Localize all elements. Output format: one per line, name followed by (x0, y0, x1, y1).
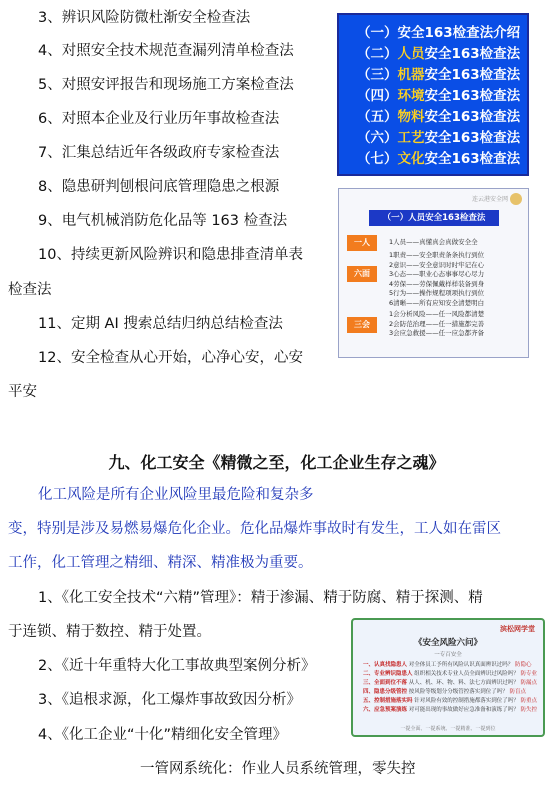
card-six-item: 6清晰——所有应知安全清楚明白 (389, 298, 485, 307)
list-item: 7、汇集总结近年各级政府专家检查法 (38, 145, 280, 161)
index-num: （四） (357, 88, 398, 104)
list-item: 检查法 (8, 282, 52, 298)
index-num: （六） (357, 130, 398, 146)
risk-row-key: 一、认真找隐患人 (363, 662, 408, 668)
list-item-4: 4、《化工企业“十化”精细化安全管理》 (38, 727, 287, 743)
card-six-item: 1职责——安全职责条条执行到位 (389, 251, 485, 259)
index-rest: 安全163检查法 (424, 67, 521, 83)
card-logo-text: 连云港安全网 (471, 196, 508, 203)
risk-logo: 滨松网学堂 (500, 625, 535, 633)
list-item: 5、对照安评报告和现场施工方案检查法 (38, 77, 294, 93)
risk-row-body: 按风险等级划分分级管控落实到位了吗？ (408, 689, 508, 695)
risk-row-key: 二、专业辨识隐患人 (363, 671, 413, 677)
card-three-item: 1会分析风险——任一风险都清楚 (389, 310, 485, 318)
list-item-5: 一管网系统化：作业人员系统管理，零失控 (140, 761, 416, 777)
card-one-text: 1人员——真懂真会真做安全全 (389, 238, 478, 246)
intro-line-3: 工作，化工管理之精细、精深、精准极为重要。 (8, 555, 313, 571)
list-item: 9、电气机械消防危化品等 163 检查法 (38, 213, 288, 229)
risk-subtitle: 一专百安全 (434, 652, 462, 658)
risk-row (363, 688, 537, 697)
card-six-list (389, 251, 484, 309)
index-rest: 安全163检查法 (424, 130, 521, 146)
risk-row-body: 组织相关技术专业人员全面辨识过风险吗？ (414, 671, 519, 677)
card-title: （一）人员安全163检查法 (369, 210, 499, 226)
intro-line-1: 化工风险是所有企业风险里最危险和复杂多 (38, 487, 314, 503)
index-highlight: 环境 (397, 88, 425, 104)
index-item (357, 44, 527, 65)
card-tag-one: 一人 (347, 235, 377, 251)
index-highlight: 文化 (397, 151, 425, 167)
index-item (357, 149, 527, 170)
list-item-3: 3、《追根求源，化工爆炸事故致因分析》 (38, 692, 301, 708)
index-num: （七） (357, 151, 398, 167)
index-item (357, 23, 527, 44)
list-item: 平安 (8, 384, 37, 400)
index-highlight: 人员 (397, 46, 425, 62)
intro-line-2: 变，特别是涉及易燃易爆危化企业。危化品爆炸事故时有发生，工人如在雷区 (8, 521, 501, 537)
list-item: 3、辨识风险防微杜渐安全检查法 (38, 10, 251, 26)
card-three-item: 2会防范治理——任一措施都完善 (389, 319, 485, 328)
risk-row-key: 三、全面到位不落 (363, 680, 408, 686)
risk-row-action: 防专业 (520, 671, 538, 677)
card-three-list (389, 310, 484, 339)
card-three-item: 3会应急救援——任一应急都齐备 (389, 329, 485, 338)
risk-row (363, 706, 537, 715)
personnel-card (338, 188, 529, 358)
list-item-1b: 于连锁、精于数控、精于处置。 (8, 624, 211, 640)
index-num: （二） (357, 46, 398, 62)
risk-row (363, 670, 537, 679)
risk-row-action: 防重点 (520, 698, 538, 704)
index-rest: 安全163检查法 (424, 151, 521, 167)
index-num: （五） (357, 109, 398, 125)
card-tag-six: 六面 (347, 266, 377, 282)
list-item: 10、持续更新风险辨识和隐患排查清单表 (38, 247, 303, 263)
index-num: （一） (357, 25, 398, 41)
list-item: 12、安全检查从心开始，心净心安，心安 (38, 350, 303, 366)
index-item (357, 107, 527, 128)
index-highlight: 物料 (397, 109, 425, 125)
risk-row (363, 697, 537, 706)
index-rest: 安全163检查法介绍 (397, 25, 521, 41)
risk-row-body: 对全体员工予所有风险认识真面辨识过吗？ (408, 662, 514, 668)
risk-row-action: 防隐心 (515, 662, 532, 668)
risk-title: 《安全风险六问》 (413, 638, 482, 648)
risk-row-body: 对可能出现的事故做好应急准备和演练了吗？ (408, 707, 519, 713)
index-num: （三） (357, 67, 398, 83)
risk-row-key: 五、控制措施落实吗 (363, 698, 413, 704)
index-highlight: 工艺 (397, 130, 425, 146)
index-rest: 安全163检查法 (424, 46, 521, 62)
list-item: 8、隐患研判刨根问底管理隐患之根源 (38, 179, 280, 195)
list-item: 6、对照本企业及行业历年事故检查法 (38, 111, 280, 127)
index-rest: 安全163检查法 (424, 88, 521, 104)
risk-row-action: 防漏点 (520, 680, 538, 686)
index-box (337, 13, 529, 176)
risk-row-body: 从人、机、环、物、料、法七方面辨识过吗？ (408, 680, 519, 686)
list-item: 4、对照安全技术规范查漏列清单检查法 (38, 43, 294, 59)
risk-row-action: 防盲点 (509, 689, 527, 695)
index-highlight: 机器 (397, 67, 425, 83)
index-rest: 安全163检查法 (424, 109, 521, 125)
card-tag-three: 三会 (347, 317, 377, 333)
card-six-item: 2意识——安全意识时时牢记在心 (389, 260, 485, 269)
section-heading: 九、化工安全《精微之至，化工企业生存之魂》 (108, 453, 445, 472)
risk-row (363, 661, 537, 670)
risk-card (351, 618, 545, 737)
index-item (357, 65, 527, 86)
list-item-1a: 1、《化工安全技术“六精”管理》：精于渗漏、精于防腐、精于探测、精 (38, 590, 483, 606)
risk-row-action: 防失控 (520, 707, 538, 713)
risk-row (363, 679, 537, 688)
risk-rows (363, 661, 537, 715)
card-six-item: 4劳保——劳保佩戴样样装备到身 (389, 279, 485, 288)
card-six-item: 3心态——职业心态事事尽心尽力 (389, 270, 485, 279)
risk-row-body: 针对风险有效的控制措施都落实到位了吗？ (414, 698, 519, 704)
logo-icon (510, 193, 522, 205)
index-item (357, 128, 527, 149)
risk-footer: 一提全面、一提系统、一提精准、一提到位 (400, 726, 496, 732)
list-item-2: 2、《近十年重特大化工事故典型案例分析》 (38, 658, 316, 674)
list-item: 11、定期 AI 搜索总结归纳总结检查法 (38, 316, 283, 332)
card-six-item: 5行为——操作规程项项执行到位 (389, 289, 485, 298)
index-item (357, 86, 527, 107)
risk-row-key: 四、隐患分级管控 (363, 689, 408, 695)
risk-row-key: 六、应急预案演练 (363, 707, 408, 713)
